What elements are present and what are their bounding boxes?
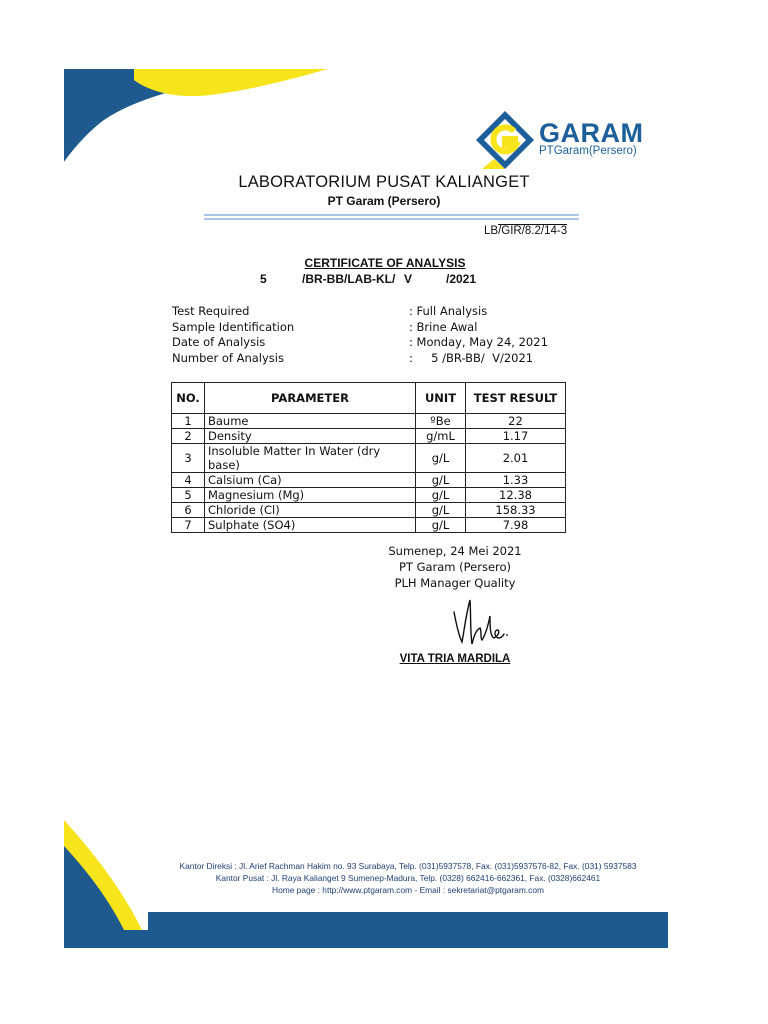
certificate-number-code: /BR-BB/LAB-KL/ (302, 272, 396, 286)
cell-no: 3 (172, 444, 205, 473)
cell-unit: g/L (416, 503, 466, 518)
info-label-date: Date of Analysis (172, 335, 266, 349)
cell-unit: ºBe (416, 414, 466, 429)
certificate-title: CERTIFICATE OF ANALYSIS (304, 256, 466, 270)
signature-company: PT Garam (Persero) (398, 560, 512, 574)
cell-no: 5 (172, 488, 205, 503)
cell-result: 1.17 (466, 429, 566, 444)
cell-parameter: Chloride (Cl) (205, 503, 416, 518)
cell-parameter: Magnesium (Mg) (205, 488, 416, 503)
cell-no: 7 (172, 518, 205, 533)
logo-brand-text: GARAM (539, 118, 644, 148)
logo-subtitle: PTGaram(Persero) (539, 145, 637, 157)
certificate-number-year: /2021 (446, 272, 477, 286)
certificate-number-month: V (404, 272, 413, 286)
cell-parameter: Baume (205, 414, 416, 429)
cell-no: 4 (172, 473, 205, 488)
lab-subtitle: PT Garam (Persero) (327, 194, 441, 208)
header-parameter: PARAMETER (205, 383, 416, 414)
signer-name: VITA TRIA MARDILA (399, 653, 511, 665)
document-code-number: /GIR/8.2/14-3 (498, 225, 568, 237)
cell-result: 7.98 (466, 518, 566, 533)
cell-unit: g/L (416, 444, 466, 473)
cell-result: 1.33 (466, 473, 566, 488)
lab-title: LABORATORIUM PUSAT KALIANGET (238, 173, 530, 191)
info-value-number: : 5 /BR-BB/ V/2021 (409, 351, 534, 365)
cell-unit: g/mL (416, 429, 466, 444)
cell-parameter: Insoluble Matter In Water (dry base) (205, 444, 416, 473)
footer-central-office: Kantor Pusat : Jl. Raya Kalianget 9 Sumenep-Madura, Telp. (0328) 662416-662361, Fax. (0328)662461 (215, 873, 601, 883)
info-label-number: Number of Analysis (172, 351, 284, 365)
signature-position: PLH Manager Quality (394, 576, 516, 590)
cell-result: 158.33 (466, 503, 566, 518)
cell-parameter: Density (205, 429, 416, 444)
cell-result: 2.01 (466, 444, 566, 473)
cell-result: 12.38 (466, 488, 566, 503)
cell-parameter: Calsium (Ca) (205, 473, 416, 488)
info-label-test-required: Test Required (172, 304, 250, 318)
cell-result: 22 (466, 414, 566, 429)
info-value-sample-id: : Brine Awal (409, 320, 478, 334)
certificate-number-seq: 5 (260, 272, 267, 286)
document-code-prefix: LB (484, 225, 499, 237)
cell-no: 6 (172, 503, 205, 518)
info-value-date: : Monday, May 24, 2021 (409, 335, 548, 349)
footer-web-contact: Home page : http://www.ptgaram.com - Email : sekretariat@ptgaram.com (272, 885, 544, 895)
header-no: NO. (172, 383, 205, 414)
signature-place-date: Sumenep, 24 Mei 2021 (388, 544, 522, 558)
header-test-result: TEST RESULT (466, 383, 566, 414)
info-label-sample-id: Sample Identification (172, 320, 295, 334)
header-unit: UNIT (416, 383, 466, 414)
footer-head-office: Kantor Direksi : Jl. Arief Rachman Hakim no. 93 Surabaya, Telp. (031)5937578, Fax. (031)5937576-82, Fax. (031) 5937583 (179, 861, 637, 871)
cell-unit: g/L (416, 518, 466, 533)
cell-unit: g/L (416, 488, 466, 503)
info-value-test-required: : Full Analysis (409, 304, 488, 318)
cell-no: 1 (172, 414, 205, 429)
cell-unit: g/L (416, 473, 466, 488)
cell-no: 2 (172, 429, 205, 444)
cell-parameter: Sulphate (SO4) (205, 518, 416, 533)
